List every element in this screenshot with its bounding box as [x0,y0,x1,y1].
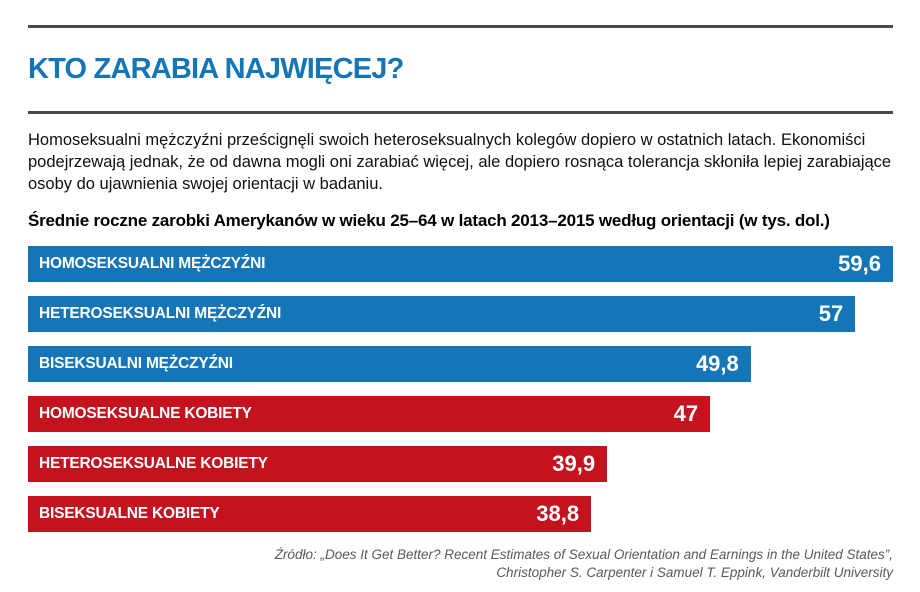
bar-value-label: 39,9 [552,451,596,477]
bar-value-label: 57 [818,301,844,327]
bar-homoseksualni-mezczyzni [28,246,893,282]
bar-category-label: HETEROSEKSUALNI MĘŻCZYŹNI [39,305,282,323]
chart-title: Średnie roczne zarobki Amerykanów w wieku 25–64 w latach 2013–2015 według orientacji (w tys. dol.) [28,211,830,231]
bar-row [28,346,893,382]
bar-row [28,496,893,532]
bar-row [28,446,893,482]
source-line-2: Christopher S. Carpenter i Samuel T. Eppink, Vanderbilt University [496,565,893,581]
bar-biseksualne-kobiety [28,496,591,532]
intro-paragraph: Homoseksualni mężczyźni prześcignęli swoich heteroseksualnych kolegów dopiero w ostatnich latach. Ekonomiści podejrzewają jednak, że od dawna mogli oni zarabiać więcej, ale dopiero rosnąca tolerancja skłoniła lepiej zarabiające osoby do ujawnienia swojej orientacji w badaniu. [28,130,892,193]
source-line-1: Źródło: „Does It Get Better? Recent Estimates of Sexual Orientation and Earnings in the United States”, [274,547,893,563]
bar-row [28,296,893,332]
bar-biseksualni-mezczyzni [28,346,751,382]
bar-row [28,396,893,432]
source-note [28,546,893,582]
bar-heteroseksualni-mezczyzni [28,296,855,332]
bar-category-label: BISEKSUALNE KOBIETY [39,505,220,523]
title-divider [28,111,893,114]
top-divider [28,25,893,28]
bar-value-label: 38,8 [536,501,580,527]
bar-category-label: BISEKSUALNI MĘŻCZYŹNI [39,355,233,373]
bar-value-label: 47 [673,401,699,427]
bar-category-label: HOMOSEKSUALNI MĘŻCZYŹNI [39,255,266,273]
bar-heteroseksualne-kobiety [28,446,607,482]
infographic-page [0,25,920,592]
bar-value-label: 59,6 [838,251,881,277]
bar-category-label: HETEROSEKSUALNE KOBIETY [39,455,268,473]
bar-category-label: HOMOSEKSUALNE KOBIETY [39,405,252,423]
page-title: KTO ZARABIA NAJWIĘCEJ? [28,53,404,86]
bar-homoseksualne-kobiety [28,396,710,432]
bar-chart [28,246,893,532]
bar-row [28,246,893,282]
bar-value-label: 49,8 [695,351,739,377]
